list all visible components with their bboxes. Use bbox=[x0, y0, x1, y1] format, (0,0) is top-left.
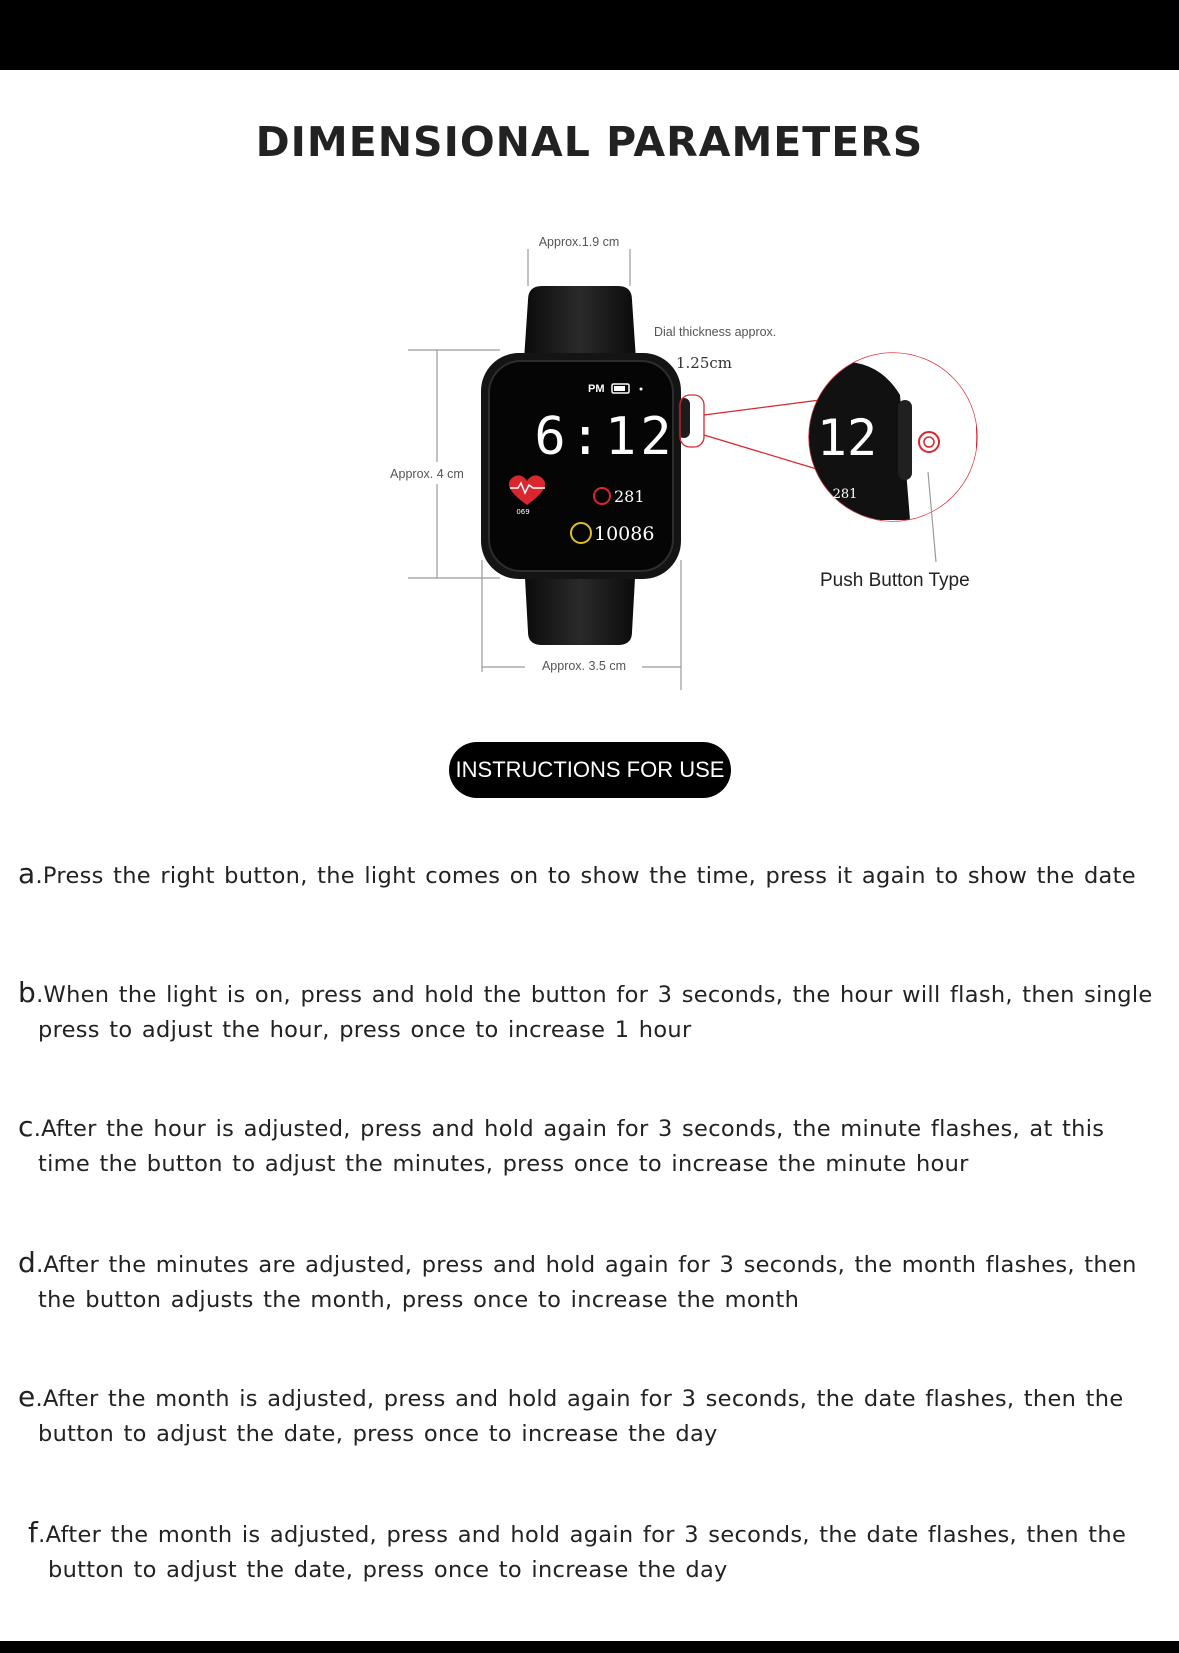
step-text-line1: .After the hour is adjusted, press and hold again for 3 seconds, the minute flashes, at this bbox=[33, 1116, 1105, 1142]
thickness-label-line1: Dial thickness approx. bbox=[654, 325, 777, 339]
ampm-indicator: PM bbox=[588, 383, 605, 395]
page-title: DIMENSIONAL PARAMETERS bbox=[255, 118, 924, 166]
calorie-value: 281 bbox=[614, 487, 645, 506]
instruction-step-d bbox=[18, 1245, 1137, 1318]
step-text-line1: .After the minutes are adjusted, press and hold again for 3 seconds, the month flashes, then bbox=[36, 1252, 1137, 1278]
step-letter: e bbox=[18, 1380, 36, 1413]
step-text-line2: button to adjust the date, press once to increase the day bbox=[38, 1421, 718, 1447]
thickness-label-line2: 1.25cm bbox=[676, 354, 733, 372]
time-display: 6:12 bbox=[534, 407, 676, 467]
step-text-line1: .After the month is adjusted, press and hold again for 3 seconds, the date flashes, then the bbox=[35, 1386, 1124, 1412]
step-letter: f bbox=[28, 1516, 39, 1549]
step-text-line1: .When the light is on, press and hold the button for 3 seconds, the hour will flash, then single bbox=[36, 982, 1153, 1008]
step-letter: b bbox=[18, 976, 37, 1009]
zoom-time-display: 12 bbox=[816, 409, 878, 467]
step-text-line2: button to adjust the date, press once to increase the day bbox=[48, 1557, 728, 1583]
watch-dimension-diagram bbox=[0, 0, 1179, 720]
step-letter: d bbox=[18, 1246, 37, 1279]
instruction-step-f bbox=[28, 1515, 1126, 1588]
instruction-step-b bbox=[18, 975, 1153, 1048]
step-letter: c bbox=[18, 1110, 34, 1143]
step-text-line2: time the button to adjust the minutes, press once to increase the minute hour bbox=[38, 1151, 969, 1177]
step-letter: a bbox=[18, 857, 36, 890]
band-width-dimension bbox=[528, 249, 630, 286]
instruction-step-c bbox=[18, 1109, 1104, 1182]
watch-band bbox=[524, 286, 636, 360]
instruction-step-e bbox=[18, 1379, 1123, 1452]
battery-level bbox=[614, 386, 625, 391]
step-text-line2: the button adjusts the month, press once to increase the month bbox=[38, 1287, 800, 1313]
bottom-black-bar bbox=[0, 1641, 1179, 1653]
height-label: Approx. 4 cm bbox=[390, 467, 464, 481]
push-button-label: Push Button Type bbox=[820, 570, 970, 591]
step-text-line1: .Press the right button, the light comes on to show the time, press it again to show the date bbox=[35, 863, 1136, 889]
zoom-value: 281 bbox=[832, 487, 858, 502]
bluetooth-dot bbox=[640, 388, 643, 391]
step-text-line2: press to adjust the hour, press once to increase 1 hour bbox=[38, 1017, 692, 1043]
band-width-label: Approx.1.9 cm bbox=[538, 235, 620, 249]
heart-rate-value: 069 bbox=[516, 508, 530, 516]
width-label: Approx. 3.5 cm bbox=[541, 659, 627, 673]
instructions-for-use-button[interactable]: INSTRUCTIONS FOR USE bbox=[449, 742, 731, 798]
instruction-step-a bbox=[18, 856, 1136, 894]
step-text-line1: .After the month is adjusted, press and hold again for 3 seconds, the date flashes, then the bbox=[38, 1522, 1127, 1548]
steps-value: 10086 bbox=[594, 523, 655, 545]
